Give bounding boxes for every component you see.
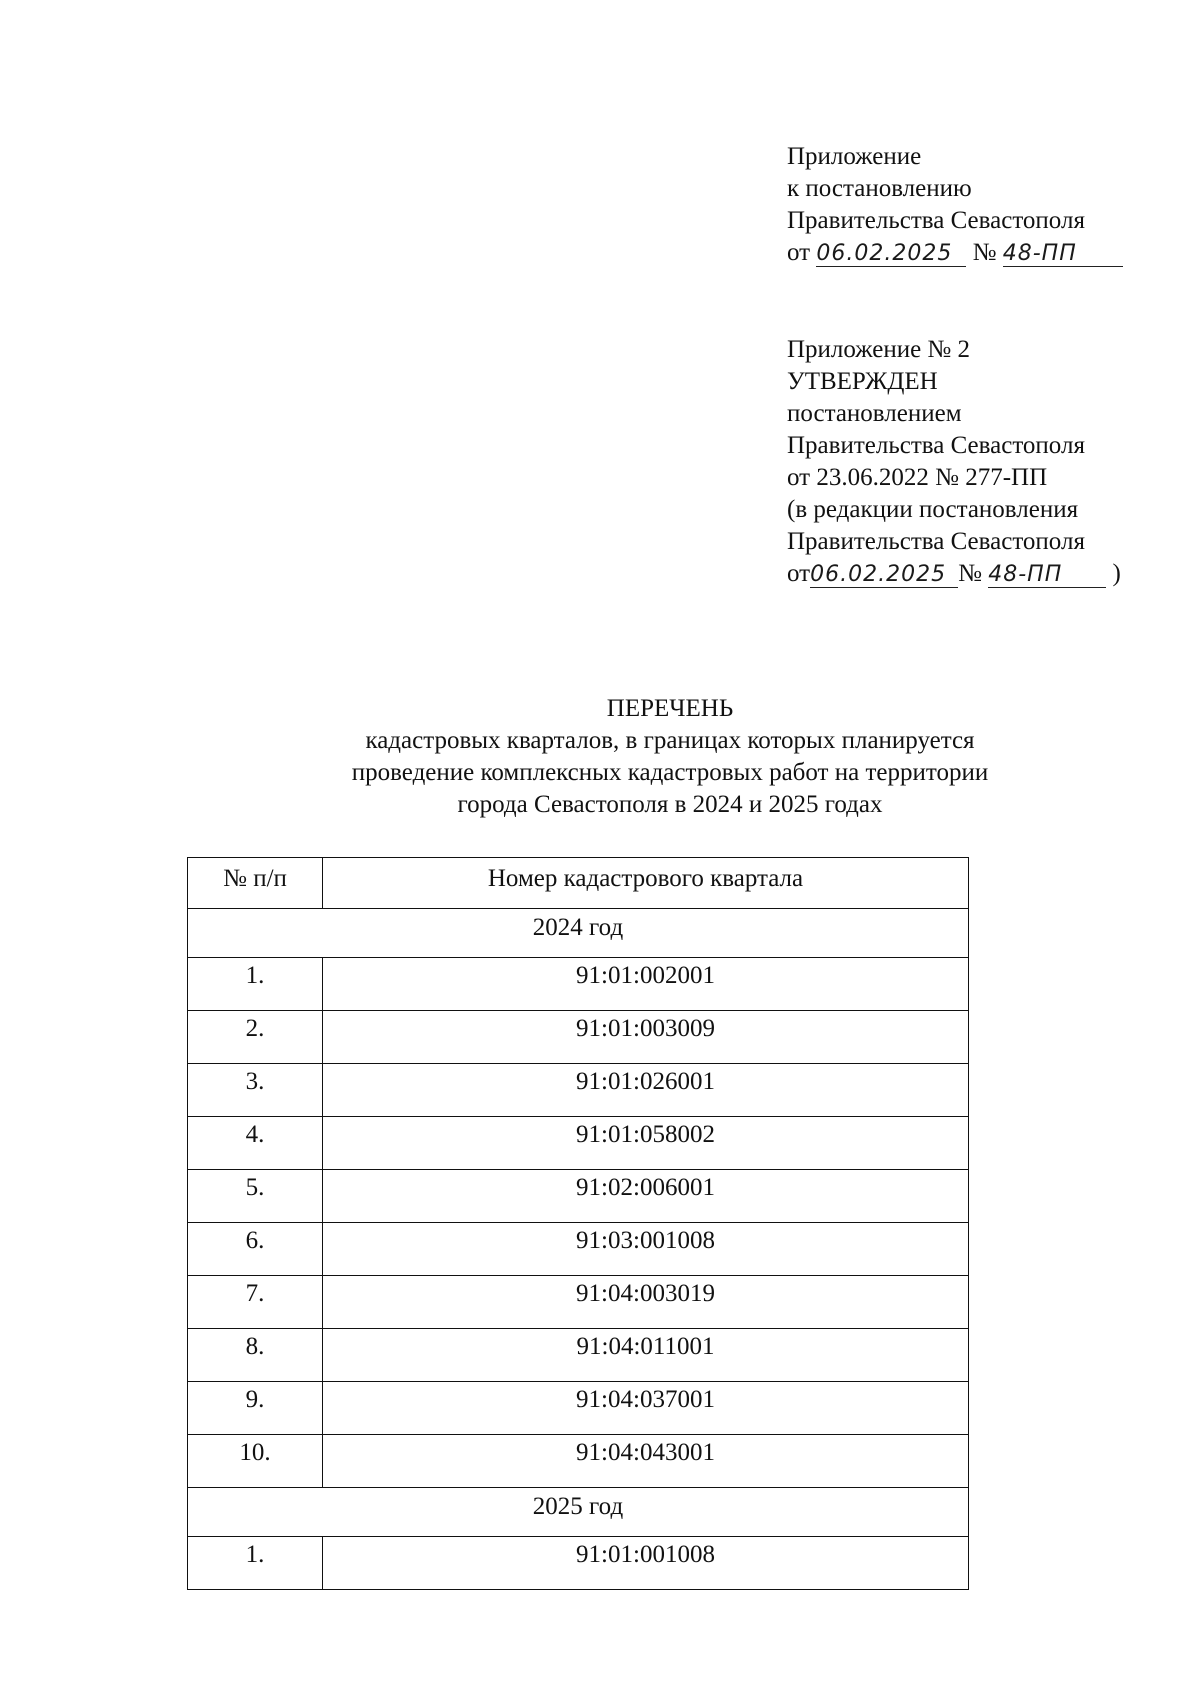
- title-subtitle-3: города Севастополя в 2024 и 2025 годах: [457, 791, 883, 818]
- government-name: Правительства Севастополя: [787, 432, 1085, 459]
- appendix-title: Приложение: [787, 143, 922, 170]
- quarter-number: 91:01:026001: [323, 1064, 969, 1117]
- row-number: 8.: [188, 1329, 323, 1382]
- handwritten-number: 48-ПП: [1003, 242, 1123, 267]
- row-number: 9.: [188, 1382, 323, 1435]
- amendment-government: Правительства Севастополя: [787, 528, 1085, 555]
- year-label: 2024 год: [188, 909, 969, 958]
- quarter-number: 91:04:037001: [323, 1382, 969, 1435]
- approved-label: УТВЕРЖДЕН: [787, 368, 938, 395]
- quarter-number: 91:04:011001: [323, 1329, 969, 1382]
- handwritten-date: 06.02.2025: [810, 563, 958, 588]
- table-header-row: [188, 858, 969, 909]
- quarter-number: 91:01:002001: [323, 958, 969, 1011]
- appendix-header: [787, 141, 1123, 269]
- handwritten-date: 06.02.2025: [816, 242, 966, 267]
- closing-paren: ): [1112, 560, 1121, 587]
- year-row: [188, 1488, 969, 1537]
- row-number: 5.: [188, 1170, 323, 1223]
- table-row: [188, 1276, 969, 1329]
- row-number: 10.: [188, 1435, 323, 1488]
- appendix-2-title: Приложение № 2: [787, 336, 971, 363]
- table-row: [188, 1011, 969, 1064]
- approval-header: [787, 334, 1121, 590]
- table-row: [188, 1537, 969, 1590]
- row-number: 1.: [188, 1537, 323, 1590]
- row-number: 4.: [188, 1117, 323, 1170]
- header-quarter: Номер кадастрового квартала: [323, 858, 969, 909]
- original-resolution-ref: от 23.06.2022 № 277-ПП: [787, 464, 1048, 491]
- table-row: [188, 1064, 969, 1117]
- appendix-date-line: [787, 237, 1123, 269]
- quarter-number: 91:01:058002: [323, 1117, 969, 1170]
- row-number: 3.: [188, 1064, 323, 1117]
- from-prefix: от: [787, 560, 811, 587]
- handwritten-number: 48-ПП: [988, 563, 1106, 588]
- year-label: 2025 год: [188, 1488, 969, 1537]
- quarter-number: 91:03:001008: [323, 1223, 969, 1276]
- row-number: 6.: [188, 1223, 323, 1276]
- table-row: [188, 1435, 969, 1488]
- by-resolution: постановлением: [787, 400, 962, 427]
- amendment-date-line: [787, 558, 1121, 590]
- header-number: № п/п: [188, 858, 323, 909]
- from-prefix: от: [787, 239, 811, 266]
- row-number: 7.: [188, 1276, 323, 1329]
- table-row: [188, 958, 969, 1011]
- title-subtitle-1: кадастровых кварталов, в границах которых планируется: [365, 727, 975, 754]
- quarter-number: 91:02:006001: [323, 1170, 969, 1223]
- appendix-government: Правительства Севастополя: [787, 207, 1085, 234]
- table-row: [188, 1117, 969, 1170]
- number-sign: №: [958, 560, 982, 587]
- table-row: [188, 1382, 969, 1435]
- quarter-number: 91:01:001008: [323, 1537, 969, 1590]
- quarter-number: 91:04:043001: [323, 1435, 969, 1488]
- year-row: [188, 909, 969, 958]
- title-subtitle-2: проведение комплексных кадастровых работ на территории: [351, 759, 989, 786]
- table-row: [188, 1223, 969, 1276]
- title-main: ПЕРЕЧЕНЬ: [606, 695, 734, 722]
- number-sign: №: [972, 239, 997, 266]
- table-row: [188, 1170, 969, 1223]
- appendix-to-resolution: к постановлению: [787, 175, 972, 202]
- quarter-number: 91:04:003019: [323, 1276, 969, 1329]
- row-number: 1.: [188, 958, 323, 1011]
- table-row: [188, 1329, 969, 1382]
- amendment-note: (в редакции постановления: [787, 496, 1079, 523]
- row-number: 2.: [188, 1011, 323, 1064]
- document-title: [230, 693, 1110, 821]
- cadastral-quarters-table: [187, 857, 969, 1590]
- quarter-number: 91:01:003009: [323, 1011, 969, 1064]
